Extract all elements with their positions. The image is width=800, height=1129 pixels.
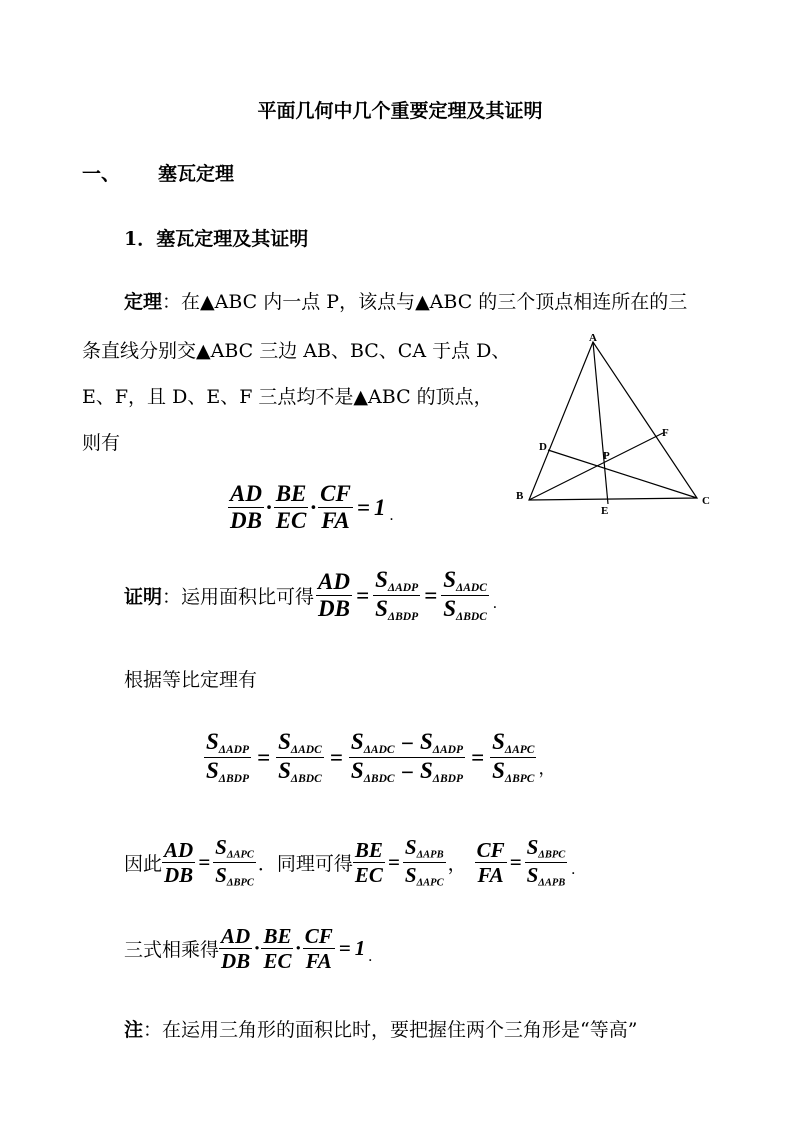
fraction-cf-fa: $\frac{CF}{FA}$ [304, 924, 333, 974]
fraction-be-ec: $\frac{BE}{EC}$ [263, 924, 292, 974]
label-a: A [589, 332, 597, 344]
ceva-triangle-figure [505, 328, 725, 528]
theorem-line-1: 定理：在▲ABC 内一点 P，该点与▲ABC 的三个顶点相连所在的三 [124, 291, 688, 313]
section-heading [82, 159, 234, 186]
label-f: F [662, 427, 669, 439]
page-title: 平面几何中几个重要定理及其证明 [257, 100, 543, 122]
area-ratio-adc-bdc: $\frac{\text{SΔADC}}{\text{SΔBDC}}$ [443, 567, 487, 624]
cevian-bf [529, 433, 663, 500]
fraction-ad-db: $\frac{AD}{DB}$ [221, 924, 251, 974]
area-ratio-bpc-apb: $\frac{\text{SΔBPC}}{\text{SΔAPB}}$ [526, 835, 566, 889]
area-ratio-adp-bdp: $\frac{\text{SΔADP}}{\text{SΔBDP}}$ [375, 567, 419, 624]
label-p: P [603, 450, 610, 462]
subsection-heading: 1．塞瓦定理及其证明 [124, 228, 309, 250]
section-title: 塞瓦定理 [158, 163, 235, 185]
fraction-ad-db: $\frac{AD}{DB}$ [230, 481, 262, 534]
therefore-line: 因此 $\frac{AD}{DB}$ = $\frac{\text{SΔAPC}}{\text{SΔBPC}}$ ．同理可得 $\frac{BE}{EC}$ = $\frac{\text{SΔAPB}}{\text{SΔAPC}}$ ， $\frac{CF}{FA}$ = $\frac{\text{SΔBPC}}{\text{SΔAPB}}$ . [124, 835, 576, 889]
ratio-equation: $\frac{\text{SΔADP}}{\text{SΔBDP}}$ = $\frac{\text{SΔADC}}{\text{SΔBDC}}$ = $\frac{\text{SΔADC − SΔADP}}{\text{SΔBDC − SΔBDP}}$ = $\frac{\text{SΔAPC}}{\text{SΔBPC}}$ ， [206, 729, 556, 786]
theorem-line-4: 则有 [82, 432, 121, 454]
area-ratio-difference: $\frac{\text{SΔADC − SΔADP}}{\text{SΔBDC − SΔBDP}}$ [350, 729, 463, 786]
area-ratio-apc-bpc: $\frac{\text{SΔAPC}}{\text{SΔBPC}}$ [492, 729, 535, 786]
ratio-theorem-text: 根据等比定理有 [124, 669, 258, 691]
ceva-equation: $\frac{AD}{DB}$ · $\frac{BE}{EC}$ · $\frac{CF}{FA}$ = 1 . [230, 481, 394, 534]
area-ratio-apc-bpc: $\frac{\text{SΔAPC}}{\text{SΔBPC}}$ [215, 835, 254, 889]
multiply-line: 三式相乘得 $\frac{AD}{DB}$ · $\frac{BE}{EC}$ · $\frac{CF}{FA}$ = 1 . [124, 924, 373, 974]
area-ratio-adp-bdp: $\frac{\text{SΔADP}}{\text{SΔBDP}}$ [206, 729, 250, 786]
triangle-abc [529, 342, 697, 500]
fraction-ad-db: $\frac{AD}{DB}$ [318, 568, 350, 622]
theorem-line-2: 条直线分别交▲ABC 三边 AB、BC、CA 于点 D、 [82, 340, 511, 362]
theorem-label: 定理 [124, 291, 163, 313]
label-e: E [601, 505, 609, 517]
note-label: 注 [124, 1019, 144, 1041]
label-d: D [539, 441, 547, 453]
cevian-ae [593, 342, 608, 504]
label-c: C [702, 495, 710, 507]
proof-line: 证明 ：运用面积比可得 $\frac{AD}{DB}$ = $\frac{\text{SΔADP}}{\text{SΔBDP}}$ = $\frac{\text{SΔADC}}{\text{SΔBDC}}$ . [124, 567, 497, 624]
section-number: 一、 [82, 163, 121, 185]
area-ratio-apb-apc: $\frac{\text{SΔAPB}}{\text{SΔAPC}}$ [404, 835, 444, 889]
theorem-line-3: E、F，且 D、E、F 三点均不是▲ABC 的顶点， [82, 386, 493, 408]
cevian-cd [548, 450, 697, 498]
proof-label: 证明 [124, 586, 163, 609]
label-b: B [516, 490, 524, 502]
fraction-cf-fa: $\frac{CF}{FA}$ [476, 837, 505, 887]
fraction-cf-fa: $\frac{CF}{FA}$ [320, 481, 351, 534]
area-ratio-adc-bdc: $\frac{\text{SΔADC}}{\text{SΔBDC}}$ [278, 729, 322, 786]
fraction-be-ec: $\frac{BE}{EC}$ [354, 837, 383, 887]
fraction-ad-db: $\frac{AD}{DB}$ [164, 837, 194, 887]
note-line: 注：在运用三角形的面积比时，要把握住两个三角形是“等高” [124, 1019, 638, 1041]
fraction-be-ec: $\frac{BE}{EC}$ [275, 481, 307, 534]
